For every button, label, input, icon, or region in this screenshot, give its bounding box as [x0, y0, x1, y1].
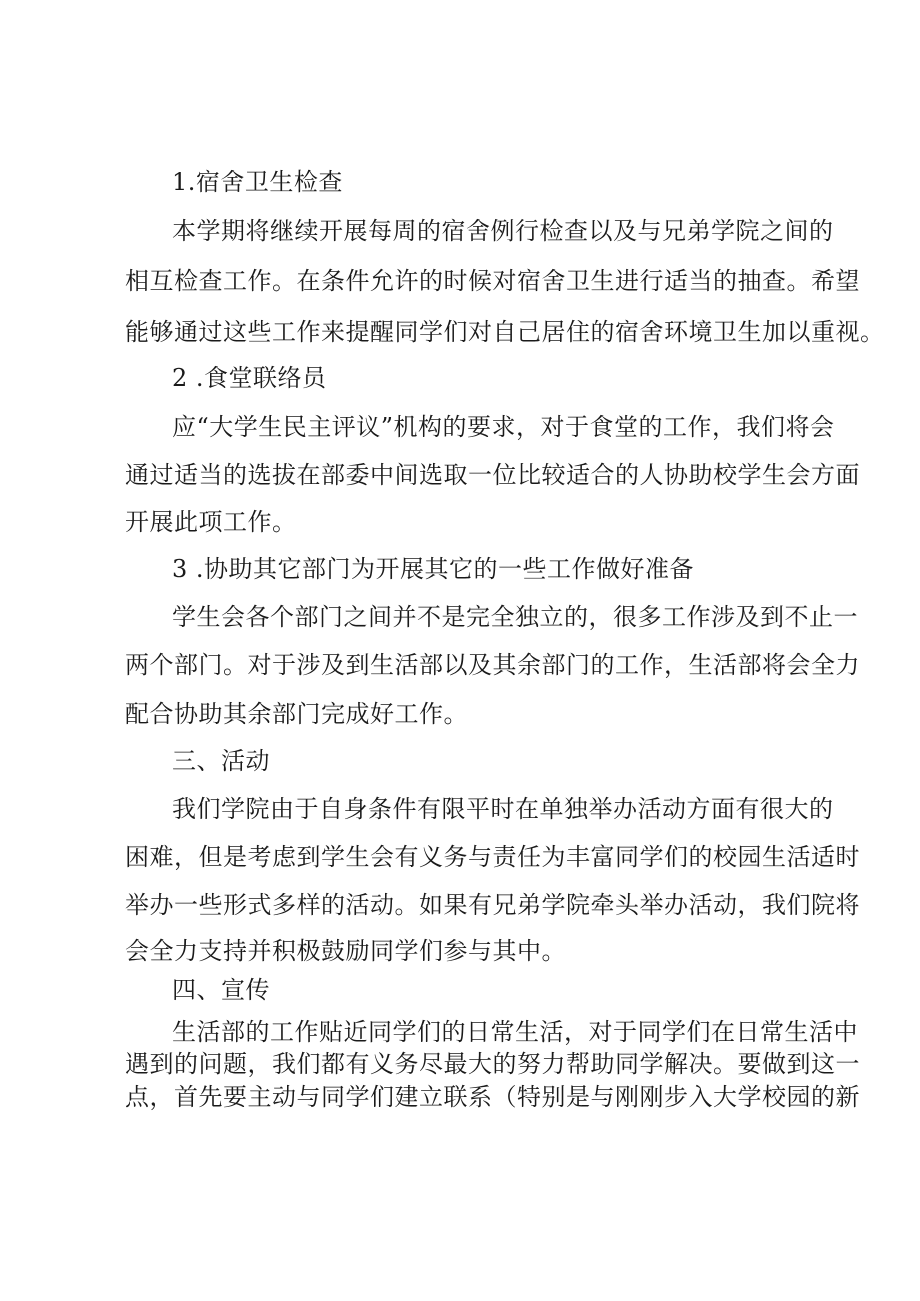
paragraph-line: 生活部的工作贴近同学们的日常生活，对于同学们在日常生活中: [172, 1018, 858, 1046]
paragraph-line: 通过适当的选拔在部委中间选取一位比较适合的人协助校学生会方面: [125, 461, 860, 489]
paragraph-line: 相互检查工作。在条件允许的时候对宿舍卫生进行适当的抽查。希望: [125, 267, 860, 295]
section-heading-assist-departments: 3 .协助其它部门为开展其它的一些工作做好准备: [172, 555, 695, 583]
paragraph-line: 开展此项工作。: [125, 508, 297, 536]
paragraph-line: 两个部门。对于涉及到生活部以及其余部门的工作，生活部将会全力: [125, 651, 860, 679]
paragraph-line: 学生会各个部门之间并不是完全独立的，很多工作涉及到不止一: [172, 603, 858, 631]
paragraph-line: 应“大学生民主评议”机构的要求，对于食堂的工作，我们将会: [172, 413, 835, 441]
paragraph-line: 配合协助其余部门完成好工作。: [125, 700, 468, 728]
paragraph-line: 我们学院由于自身条件有限平时在单独举办活动方面有很大的: [172, 795, 834, 823]
paragraph-line: 点，首先要主动与同学们建立联系（特别是与刚刚步入大学校园的新: [125, 1083, 860, 1111]
paragraph-line: 举办一些形式多样的活动。如果有兄弟学院牵头举办活动，我们院将: [125, 891, 860, 919]
paragraph-line: 能够通过这些工作来提醒同学们对自己居住的宿舍环境卫生加以重视。: [125, 318, 885, 346]
paragraph-line: 遇到的问题，我们都有义务尽最大的努力帮助同学解决。要做到这一: [125, 1050, 860, 1078]
section-heading-publicity: 四、宣传: [172, 976, 270, 1004]
paragraph-line: 困难，但是考虑到学生会有义务与责任为丰富同学们的校园生活适时: [125, 843, 860, 871]
paragraph-line: 会全力支持并积极鼓励同学们参与其中。: [125, 937, 566, 965]
section-heading-canteen-liaison: 2 .食堂联络员: [172, 364, 327, 392]
paragraph-line: 本学期将继续开展每周的宿舍例行检查以及与兄弟学院之间的: [172, 217, 834, 245]
section-heading-activities: 三、活动: [172, 747, 270, 775]
section-heading-dorm-inspection: 1.宿舍卫生检查: [172, 168, 343, 196]
